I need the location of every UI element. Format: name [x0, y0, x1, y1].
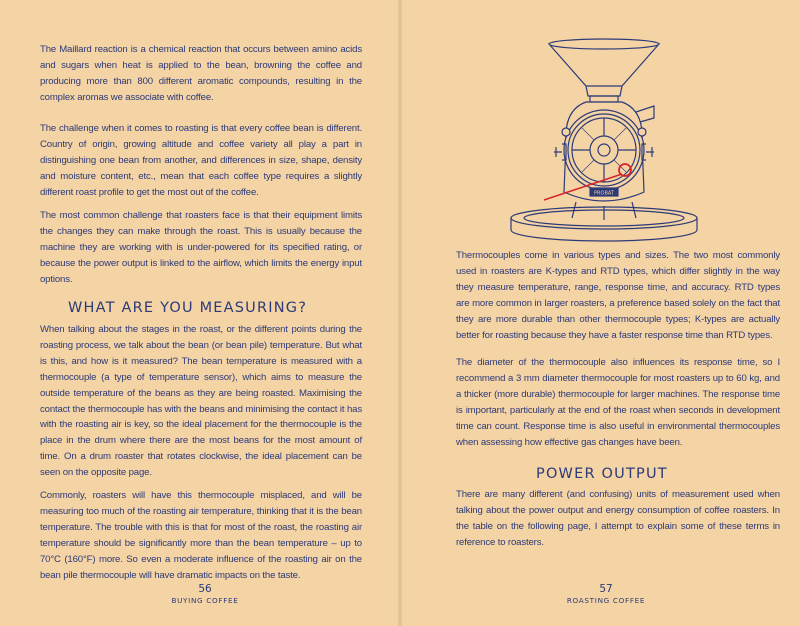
paragraph-bean-temperature: When talking about the stages in the roast, or the different points during the roasting process, we talk about the bean (or bean pile) temperature. But what is this, and how is it measured? The bean temperature is measured with a thermocouple (a type of temperature sensor), which aims to measure the outside temperature of the beans as they are being roasted. Maximising the contact the thermocouple has with the beans and minimising the contact it has with the roasting air is key, so the ideal placement for the thermocouple is the place in the drum where there are the most beans for the most amount of time. On a drum roaster that rotates clockwise, the ideal placement can be seen on the opposite page. [40, 324, 362, 479]
paragraph-roasting-challenge: The challenge when it comes to roasting is that every coffee bean is different. Country of origin, growing altitude and coffee variety all play a part in distinguishing one bean from another, and differences in size, shape, density and moisture content, etc., mean that each coffee type requires a slightly different roast profile to get the most out of the coffee. [40, 123, 362, 198]
paragraph-equipment-limits: The most common challenge that roasters face is that their equipment limits the changes they can make through the roast. This is usually because the machine they are working with is under-powered for its specified rating, or because the power output is linked to the airflow, which limits the energy input options. [40, 210, 362, 285]
paragraph-misplaced-thermocouple: Commonly, roasters will have this thermocouple misplaced, and will be measuring too much of the roasting air temperature, thinking that it is the bean temperature. The trouble with this is that for most of the roast, the roasting air temperature should be significantly more than the bean temperature – up to 70°C (160°F) more. So even a moderate influence of the roasting air on the bean pile thermocouple will have dramatic impacts on the taste. [40, 490, 362, 581]
running-footer: BUYING COFFEE [171, 596, 239, 605]
running-footer: ROASTING COFFEE [566, 596, 646, 605]
right-page-footer [546, 583, 666, 606]
paragraph-thermocouple-diameter: The diameter of the thermocouple also influences its response time, so I recommend a 3 mm diameter thermocouple for most roasters up to 60 kg, and a thicker (more durable) thermocouple for larger machines. The response time is important, particularly at the end of the roast when seconds in development time can count. Response time is also useful in environmental thermocouples when assessing how effective gas changes have been. [456, 357, 780, 448]
paragraph-power-units: There are many different (and confusing) units of measurement used when talking about the power output and energy consumption of coffee roasters. In the table on the following page, I attempt to explain some of these terms in reference to roasters. [456, 489, 780, 548]
right-page [400, 0, 800, 626]
left-page-footer [145, 583, 265, 606]
page-number: 56 [198, 583, 212, 595]
section-heading-power-output: POWER OUTPUT [536, 466, 668, 482]
machine-brand-label: PROBAT [594, 190, 614, 197]
coffee-roaster-illustration-icon [504, 32, 714, 244]
page-number: 57 [599, 583, 613, 595]
paragraph-thermocouple-types: Thermocouples come in various types and sizes. The two most commonly used in roasters are K-types and RTD types, which differ slightly in the way they measure temperature, range, response time, and accuracy. RTD types are more common in larger roasters, a preference based solely on the fact that they are more durable than other thermocouple types; K-types are actually better for roasting because they have a faster response time than RTD types. [456, 250, 780, 341]
section-heading-measuring: WHAT ARE YOU MEASURING? [68, 300, 308, 316]
paragraph-maillard: The Maillard reaction is a chemical reaction that occurs between amino acids and sugars when heat is applied to the bean, browning the coffee and producing more than 800 different aromatic compounds, resulting in the complex aromas we associate with coffee. [40, 44, 362, 103]
